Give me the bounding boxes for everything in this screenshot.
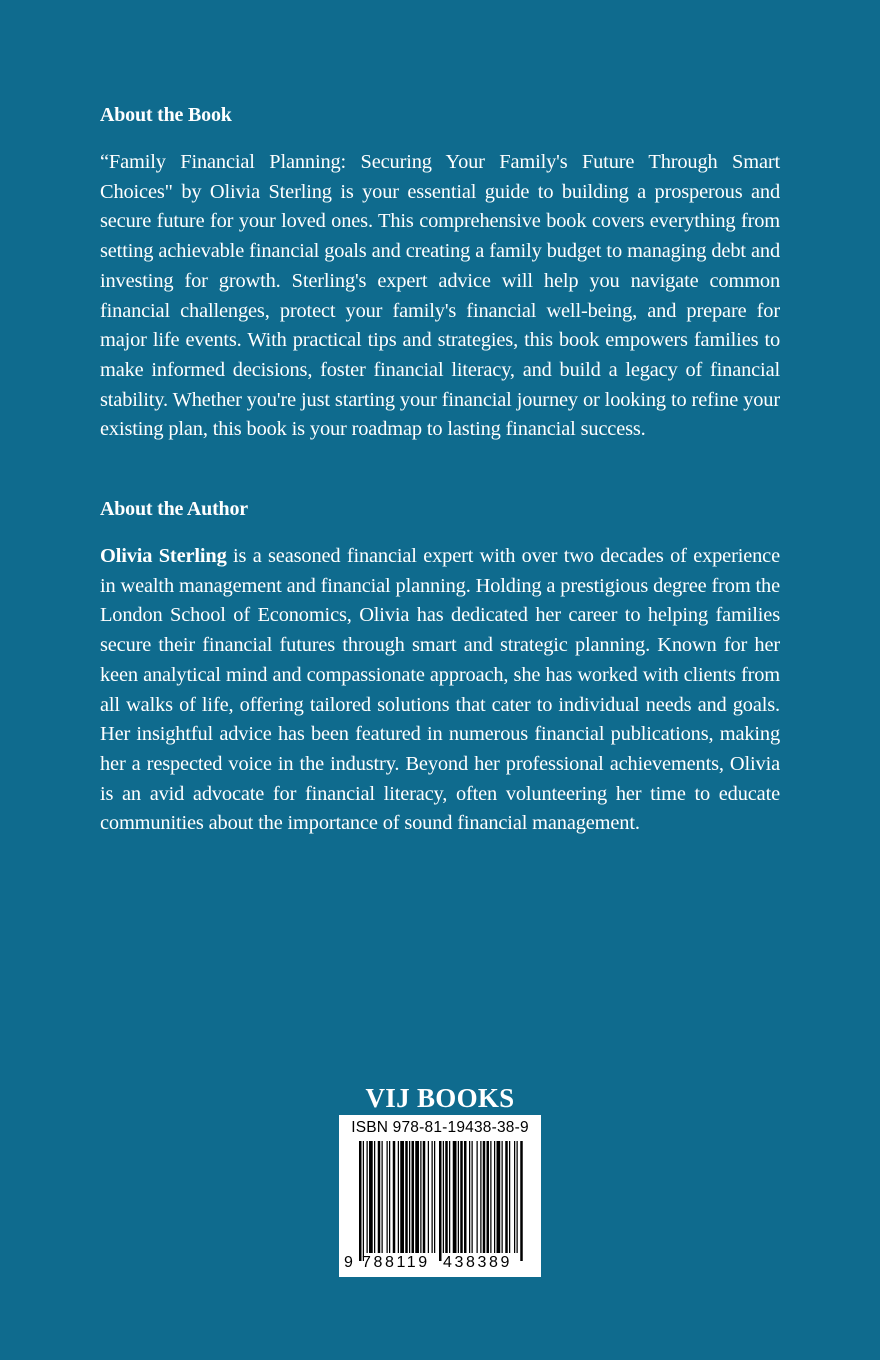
barcode-bar — [398, 1141, 399, 1253]
barcode-bar — [393, 1141, 396, 1253]
barcode-bar — [494, 1141, 495, 1253]
barcode-bar — [374, 1141, 375, 1253]
barcode-bar — [409, 1141, 410, 1253]
about-author-heading: About the Author — [100, 498, 248, 520]
barcode-bar — [387, 1141, 388, 1253]
barcode-bar — [412, 1141, 415, 1253]
ean-right-group: 438389 — [443, 1254, 512, 1271]
barcode-bar — [505, 1141, 508, 1253]
barcode-bar — [517, 1141, 518, 1253]
barcode-bar — [382, 1141, 383, 1253]
barcode-bar — [443, 1141, 444, 1253]
ean-first-digit: 9 — [344, 1254, 353, 1271]
barcode-bar — [509, 1141, 510, 1253]
author-bio: is a seasoned financial expert with over two decades of experience in wealth management and financial planning. Holding a prestigious degree from the London School of Economics, Olivia has dedicated her career to helping families secure their financial futures through smart and strategic planning. Known for her keen analytical mind and compassionate approach, she has worked with clients from all walks of life, offering tailored solutions that cater to individual needs and goals. Her insightful advice has been featured in numerous financial publications, making her a respected voice in the industry. Beyond her professional achievements, Olivia is an avid advocate for financial literacy, often volunteering her time to educate communities about the importance of sound financial management. — [100, 545, 780, 835]
barcode-bar — [490, 1141, 491, 1253]
barcode-bar — [502, 1141, 503, 1253]
barcode-bar — [423, 1141, 426, 1253]
barcode-bar — [472, 1141, 473, 1253]
isbn-label: ISBN 978-81-19438-38-9 — [351, 1119, 529, 1136]
barcode-bar — [514, 1141, 515, 1253]
barcode-bar — [469, 1141, 470, 1253]
barcode-bar — [477, 1141, 478, 1253]
barcode-bar — [483, 1141, 486, 1253]
barcode-bar — [420, 1141, 421, 1253]
isbn-barcode — [339, 1115, 541, 1277]
barcode-bar — [480, 1141, 481, 1253]
barcode-bar — [453, 1141, 457, 1253]
barcode-bar — [428, 1141, 429, 1253]
barcode-bar — [497, 1141, 501, 1253]
barcode-bar — [432, 1141, 433, 1253]
barcode-bar — [520, 1141, 523, 1261]
barcode-bar — [363, 1141, 364, 1261]
ean-left-group: 788119 — [362, 1254, 430, 1271]
barcode-bar — [359, 1141, 362, 1261]
barcode-bar — [460, 1141, 463, 1253]
barcode-bar — [487, 1141, 490, 1253]
barcode-bar — [369, 1141, 373, 1253]
about-book-heading: About the Book — [100, 104, 232, 126]
publisher-name: VIJ BOOKS — [365, 1083, 515, 1113]
barcode-bar — [415, 1141, 419, 1253]
barcode-bar — [445, 1141, 448, 1253]
author-name: Olivia Sterling — [100, 545, 227, 567]
barcode-bar — [434, 1141, 435, 1253]
barcode-bar — [464, 1141, 467, 1253]
barcode-bar — [458, 1141, 459, 1253]
barcode-bar — [400, 1141, 404, 1253]
about-book-paragraph: “Family Financial Planning: Securing Your Family's Future Through Smart Choices" by Olivia Sterling is your essential guide to building a prosperous and secure future for your loved ones. This comprehensive book covers everything from setting achievable financial goals and creating a family budget to managing debt and investing for growth. Sterling's expert advice will help you navigate common financial challenges, protect your family's financial well-being, and prepare for major life events. With practical tips and strategies, this book empowers families to make informed decisions, foster financial literacy, and build a legacy of financial stability. Whether you're just starting your financial journey or looking to refine your existing plan, this book is your roadmap to lasting financial success. — [100, 151, 780, 441]
barcode-bar — [378, 1141, 381, 1253]
barcode-bar — [367, 1141, 368, 1253]
about-author-paragraph — [100, 542, 780, 839]
barcode-bar — [449, 1141, 450, 1253]
barcode-bar — [389, 1141, 390, 1253]
barcode-bar — [439, 1141, 442, 1261]
barcode-bar — [405, 1141, 408, 1253]
